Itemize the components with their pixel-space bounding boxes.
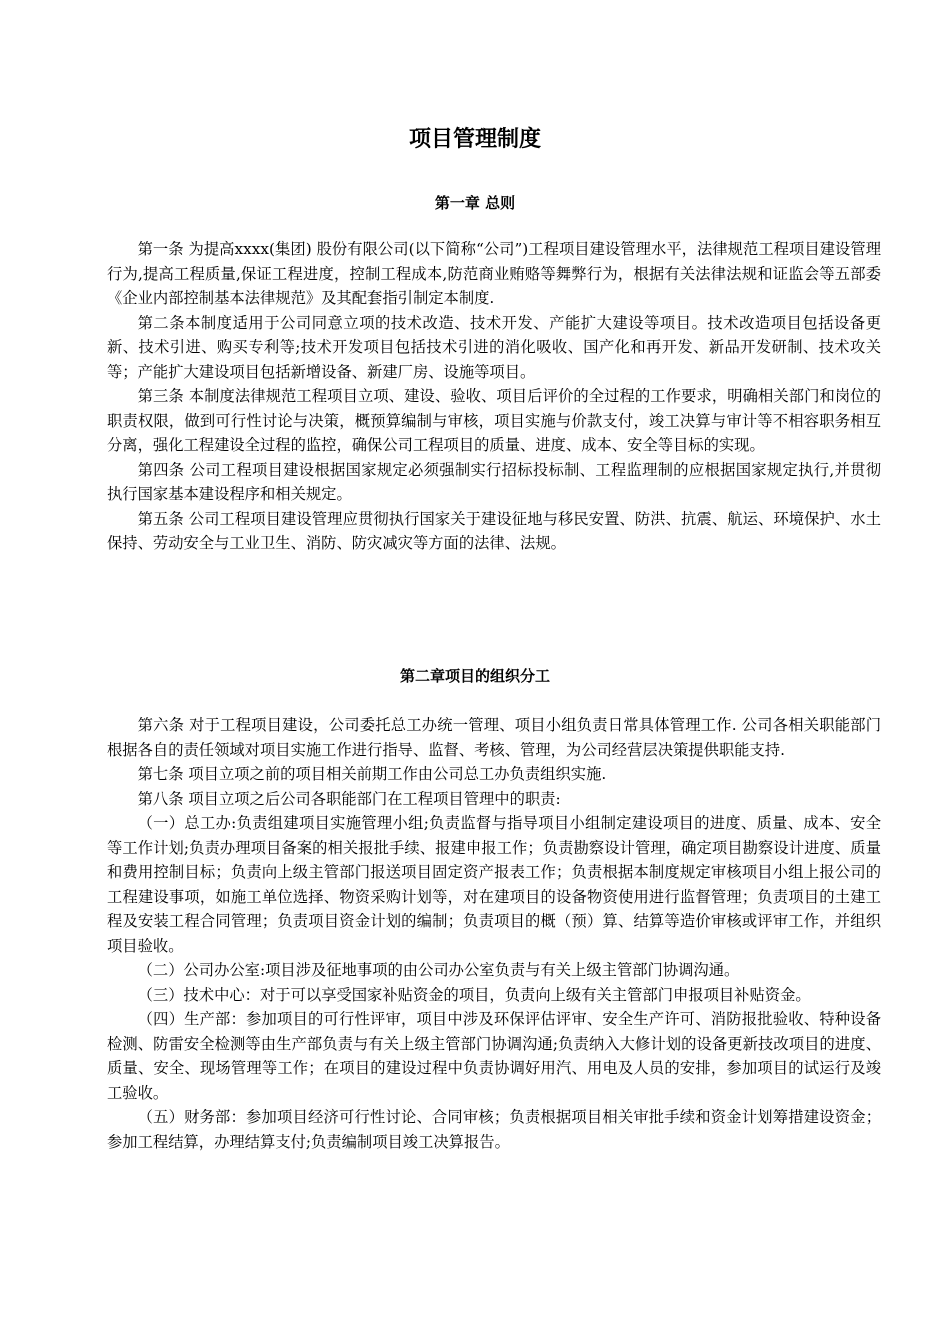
article-7: 第七条 项目立项之前的项目相关前期工作由公司总工办负责组织实施. xyxy=(137,765,607,783)
article-1: 第一条 为提高xxxx(集团) 股份有限公司(以下简称“公司”)工程项目建设管理水平，法律规范工程项目建设管理行为,提高工程质量,保证工程进度，控制工程成本,防范商业贿赂等舞弊行为，根据有关法律法规和证监会等五部委《企业内部控制基本法律规范》及其配套指引制定本制度. xyxy=(107,240,881,307)
chapter-2-heading: 第二章项目的组织分工 xyxy=(399,667,550,685)
article-6: 第六条 对于工程项目建设，公司委托总工办统一管理、项目小组负责日常具体管理工作. 公司各相关职能部门根据各自的责任领域对项目实施工作进行指导、监督、考核、管理，为公司经营层决策提供职能支持. xyxy=(107,716,881,759)
document-title: 项目管理制度 xyxy=(408,127,541,152)
chapter-2-body xyxy=(107,713,881,1154)
duty-production-dept: （四）生产部：参加项目的可行性评审，项目中涉及环保评估评审、安全生产许可、消防报批验收、特种设备检测、防雷安全检测等由生产部负责与有关上级主管部门协调沟通;负责纳入大修计划的设备更新技改项目的进度、质量、安全、现场管理等工作；在项目的建设过程中负责协调好用汽、用电及人员的安排，参加项目的试运行及竣工验收。 xyxy=(107,1010,881,1102)
chapter-1-body xyxy=(107,237,881,556)
duty-company-office: （二）公司办公室:项目涉及征地事项的由公司办公室负责与有关上级主管部门协调沟通。 xyxy=(137,961,740,979)
article-2: 第二条本制度适用于公司同意立项的技术改造、技术开发、产能扩大建设等项目。技术改造项目包括设备更新、技术引进、购买专利等;技术开发项目包括技术引进的消化吸收、国产化和再开发、新品开发研制、技术攻关等；产能扩大建设项目包括新增设备、新建厂房、设施等项目。 xyxy=(107,313,881,381)
article-3: 第三条 本制度法律规范工程项目立项、建设、验收、项目后评价的全过程的工作要求，明确相关部门和岗位的职责权限，做到可行性讨论与决策，概预算编制与审核，项目实施与价款支付，竣工决算与审计等不相容职务相互分离，强化工程建设全过程的监控，确保公司工程项目的质量、进度、成本、安全等目标的实现。 xyxy=(107,387,881,454)
article-5: 第五条 公司工程项目建设管理应贯彻执行国家关于建设征地与移民安置、防洪、抗震、航运、环境保护、水土保持、劳动安全与工业卫生、消防、防灾减灾等方面的法律、法规。 xyxy=(107,509,881,552)
duty-chief-engineer-office: （一）总工办:负责组建项目实施管理小组;负责监督与指导项目小组制定建设项目的进度、质量、成本、安全等工作计划;负责办理项目备案的相关报批手续、报建申报工作；负责勘察设计管理，确定项目勘察设计进度、质量和费用控制目标；负责向上级主管部门报送项目固定资产报表工作；负责根据本制度规定审核项目小组上报公司的工程建设事项，如施工单位选择、物资采购计划等，对在建项目的设备物资使用进行监督管理；负责项目的土建工程及安装工程合同管理；负责项目资金计划的编制；负责项目的概（预）算、结算等造价审核或评审工作，并组织项目验收。 xyxy=(107,814,881,955)
chapter-1-heading: 第一章 总则 xyxy=(434,194,516,212)
article-4: 第四条 公司工程项目建设根据国家规定必须强制实行招标投标制、工程监理制的应根据国家规定执行,并贯彻执行国家基本建设程序和相关规定。 xyxy=(107,460,881,503)
article-8: 第八条 项目立项之后公司各职能部门在工程项目管理中的职责: xyxy=(137,789,561,808)
duty-technology-center: （三）技术中心：对于可以享受国家补贴资金的项目，负责向上级有关主管部门申报项目补贴资金。 xyxy=(137,985,811,1004)
duty-finance-dept: （五）财务部：参加项目经济可行性讨论、合同审核；负责根据项目相关审批手续和资金计划筹措建设资金；参加工程结算，办理结算支付;负责编制项目竣工决算报告。 xyxy=(107,1108,881,1151)
